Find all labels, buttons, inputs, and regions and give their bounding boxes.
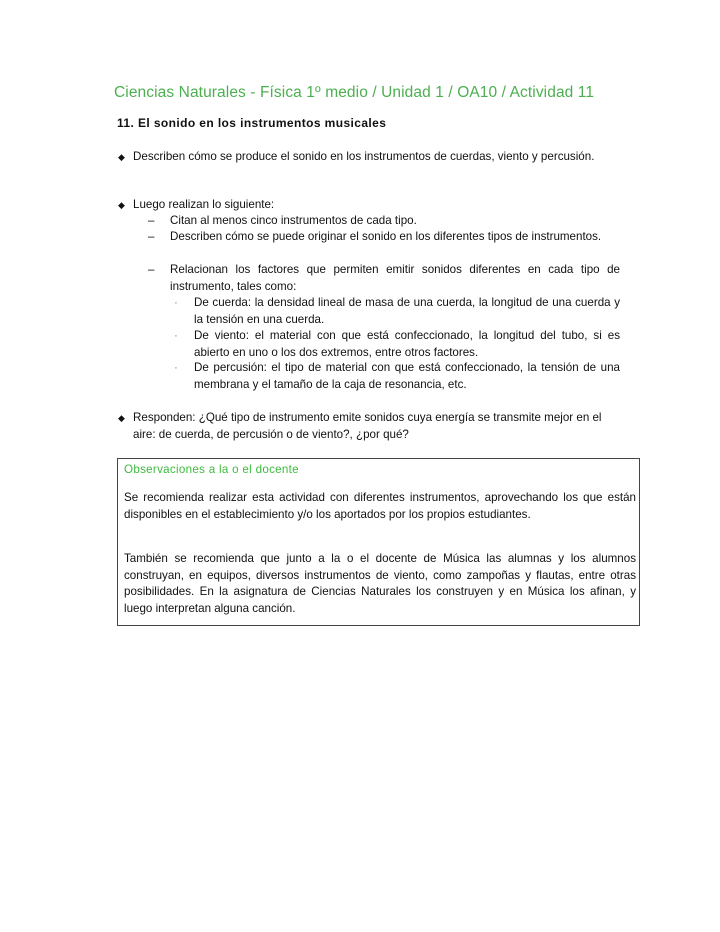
observations-paragraph: Se recomienda realizar esta actividad con diferentes instrumentos, aprovechando los que están disponibles en el establecimiento y/o los aportados por los propios estudiantes. bbox=[124, 491, 636, 521]
bullet-icon: ◆ bbox=[118, 152, 125, 162]
bullet-icon: ◆ bbox=[118, 200, 125, 210]
observations-box bbox=[117, 458, 640, 626]
activity-heading: 11. El sonido en los instrumentos musicales bbox=[117, 116, 387, 130]
bullet-item: ◆ Describen cómo se produce el sonido en los instrumentos de cuerdas, viento y percusión. bbox=[133, 149, 619, 166]
factor-item: · De cuerda: la densidad lineal de masa de una cuerda, la longitud de una cuerda y la tensión en una cuerda. bbox=[174, 296, 620, 326]
observations-paragraph: También se recomienda que junto a la o el docente de Música las alumnas y los alumnos construyan, en equipos, diversos instrumentos de viento, como zampoñas y flautas, entre otras posibilidades. En la asignatura de Ciencias Naturales los construyen y en Música los afinan, y luego interpretan alguna canción. bbox=[124, 552, 636, 615]
dot-icon: · bbox=[174, 361, 178, 374]
sub-item: – Describen cómo se puede originar el sonido en los diferentes tipos de instrumentos. bbox=[170, 229, 620, 246]
dot-icon: · bbox=[174, 329, 178, 342]
sub-item: – Citan al menos cinco instrumentos de cada tipo. bbox=[170, 213, 620, 230]
sub-item: – Relacionan los factores que permiten emitir sonidos diferentes en cada tipo de instrumento, tales como: bbox=[148, 263, 620, 293]
dash-icon: – bbox=[148, 230, 155, 243]
dash-icon: – bbox=[148, 263, 155, 276]
factor-item: · De percusión: el tipo de material con que está confeccionado, la tensión de una membrana y el tamaño de la caja de resonancia, etc. bbox=[174, 361, 620, 391]
page-title: Ciencias Naturales - Física 1º medio / Unidad 1 / OA10 / Actividad 11 bbox=[114, 84, 595, 101]
bullet-icon: ◆ bbox=[118, 413, 125, 423]
dot-icon: · bbox=[174, 296, 178, 309]
bullet-item: ◆ Luego realizan lo siguiente: bbox=[133, 197, 619, 214]
dash-icon: – bbox=[148, 214, 155, 227]
factor-item: · De viento: el material con que está confeccionado, la longitud del tubo, si es abierto en uno o los dos extremos, entre otros factores. bbox=[174, 329, 620, 359]
observations-title: Observaciones a la o el docente bbox=[124, 463, 299, 476]
bullet-item: ◆ Responden: ¿Qué tipo de instrumento emite sonidos cuya energía se transmite mejor en el aire: de cuerda, de percusión o de viento?, ¿por qué? bbox=[118, 411, 602, 441]
